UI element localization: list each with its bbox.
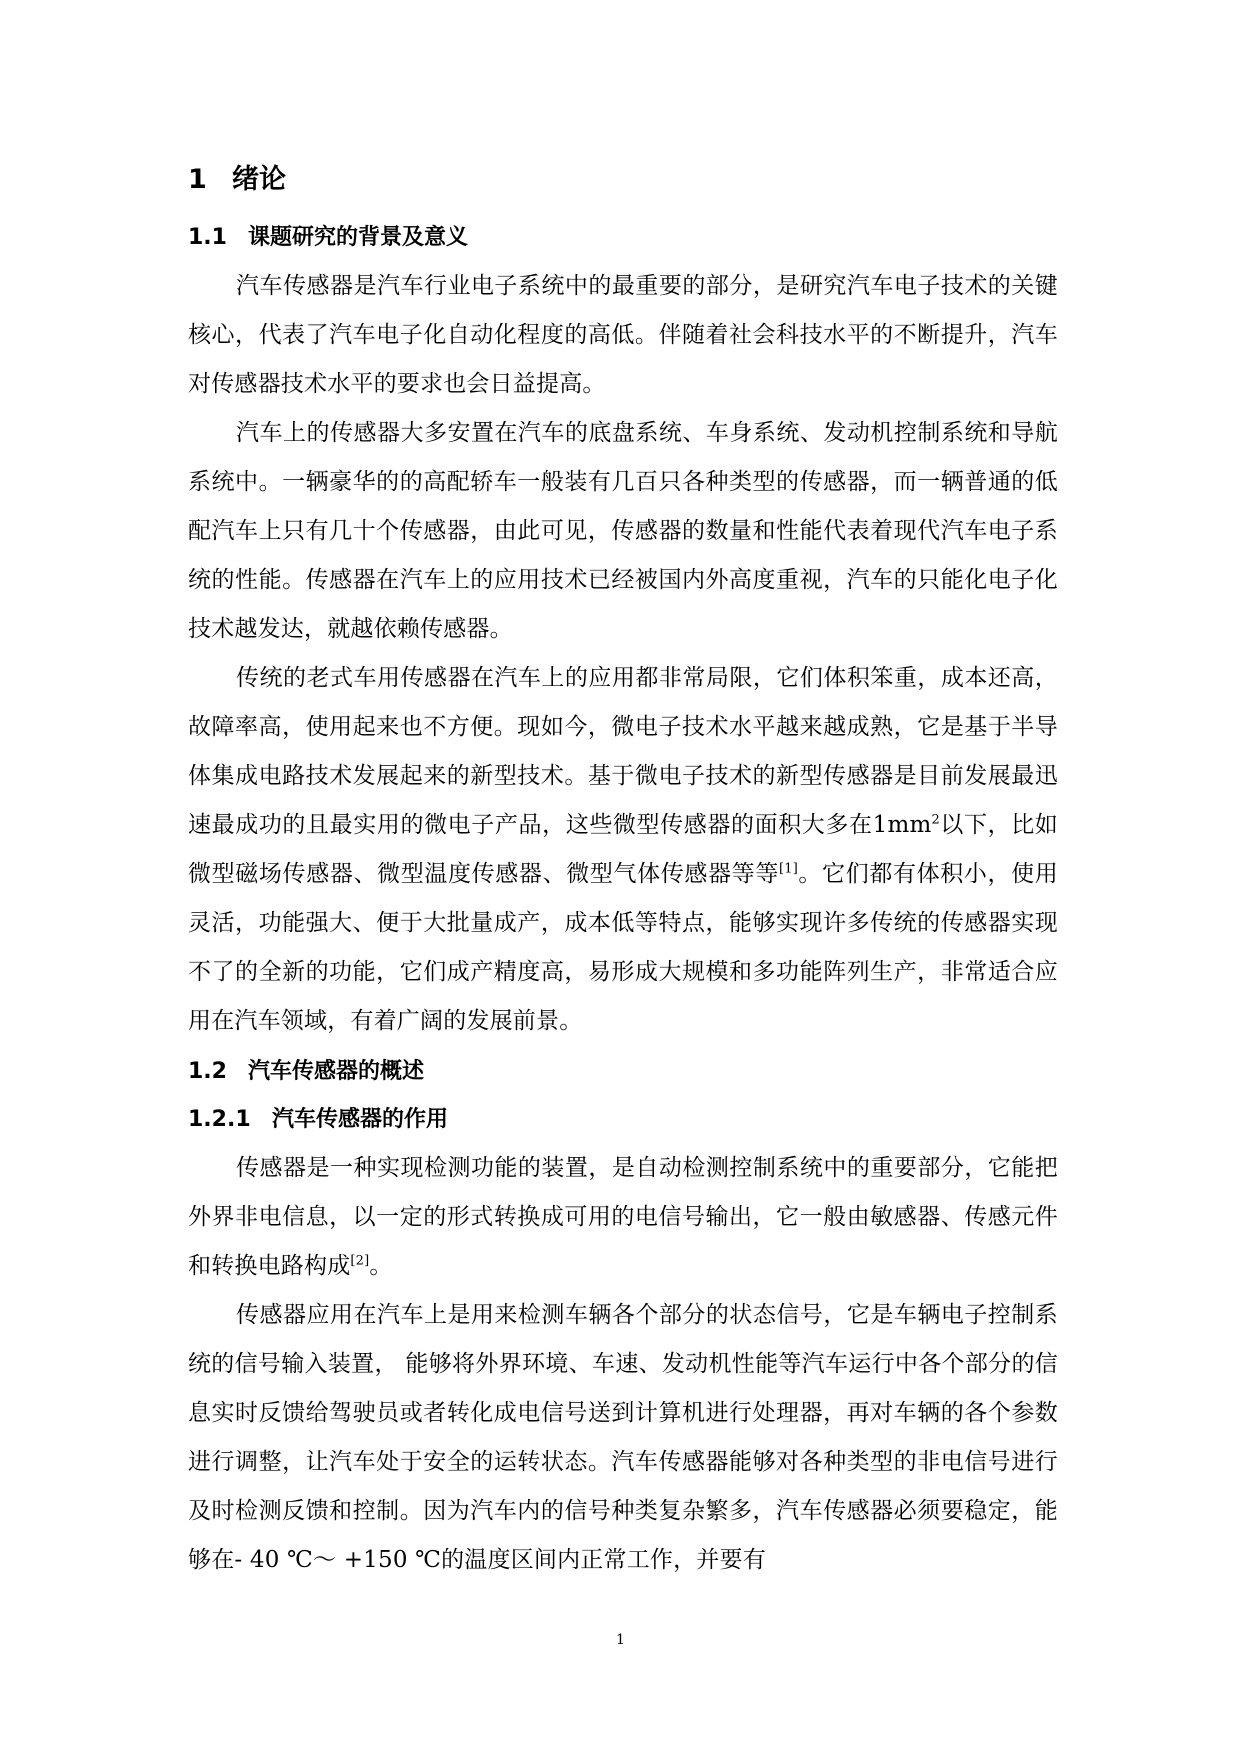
- section-number: 1.1: [188, 225, 227, 250]
- paragraph: [188, 654, 1058, 1046]
- paragraph-text: 传统的老式车用传感器在汽车上的应用都非常局限，它们体积笨重，成本还高，故障率高，使用起来也不方便。现如今，微电子技术水平越来越成熟，它是基于半导体集成电路技术发展起来的新型技术。基于微电子技术的新型传感器是目前发展最迅速最成功的且最实用的微电子产品，这些微型传感器的面积大多在1mm: [188, 665, 1058, 838]
- subsection-number: 1.2.1: [188, 1107, 251, 1132]
- section-heading-1-1: [188, 214, 1058, 262]
- superscript-exponent: 2: [931, 812, 940, 828]
- page-number: 1: [616, 1632, 625, 1648]
- section-title: 汽车传感器的概述: [248, 1059, 425, 1084]
- section-title: 课题研究的背景及意义: [248, 225, 469, 250]
- chapter-title: 绪论: [232, 164, 286, 195]
- subsection-heading-1-2-1: [188, 1096, 1058, 1144]
- chapter-heading: [188, 160, 1058, 212]
- paragraph-text: 。它们都有体积小，使用灵活，功能强大、便于大批量成产，成本低等特点，能够实现许多传统的传感器实现不了的全新的功能，它们成产精度高，易形成大规模和多功能阵列生产，非常适合应用在汽车领域，有着广阔的发展前景。: [188, 861, 1059, 1034]
- paragraph: [188, 1144, 1058, 1291]
- chapter-number: 1: [188, 164, 207, 195]
- paragraph-text: 。: [369, 1253, 393, 1279]
- paragraph: 汽车上的传感器大多安置在汽车的底盘系统、车身系统、发动机控制系统和导航系统中。一辆豪华的的高配轿车一般装有几百只各种类型的传感器，而一辆普通的低配汽车上只有几十个传感器，由此可见，传感器的数量和性能代表着现代汽车电子系统的性能。传感器在汽车上的应用技术已经被国内外高度重视，汽车的只能化电子化技术越发达，就越依赖传感器。: [188, 420, 1058, 642]
- page-content: [188, 160, 1058, 1585]
- citation-reference: [1]: [778, 861, 798, 877]
- paragraph-text: 传感器是一种实现检测功能的装置，是自动检测控制系统中的重要部分，它能把外界非电信息，以一定的形式转换成可用的电信号输出，它一般由敏感器、传感元件和转换电路构成: [188, 1155, 1058, 1279]
- citation-reference: [2]: [350, 1253, 370, 1269]
- section-heading-1-2: [188, 1048, 1058, 1096]
- subsection-title: 汽车传感器的作用: [272, 1107, 449, 1132]
- paragraph: 传感器应用在汽车上是用来检测车辆各个部分的状态信号，它是车辆电子控制系统的信号输入装置， 能够将外界环境、车速、发动机性能等汽车运行中各个部分的信息实时反馈给驾驶员或者转化成电信号送到计算机进行处理器，再对车辆的各个参数进行调整，让汽车处于安全的运转状态。汽车传感器能够对各种类型的非电信号进行及时检测反馈和控制。因为汽车内的信号种类复杂繁多，汽车传感器必须要稳定，能够在- 40 ℃～ +150 ℃的温度区间内正常工作，并要有: [188, 1302, 1058, 1573]
- paragraph-text: 以下，比如微型磁场传感器、微型温度传感器、微型气体传感器等等: [188, 812, 1059, 887]
- paragraph: 汽车传感器是汽车行业电子系统中的最重要的部分，是研究汽车电子技术的关键核心，代表了汽车电子化自动化程度的高低。伴随着社会科技水平的不断提升，汽车对传感器技术水平的要求也会日益提高。: [188, 273, 1058, 397]
- section-number: 1.2: [188, 1059, 227, 1084]
